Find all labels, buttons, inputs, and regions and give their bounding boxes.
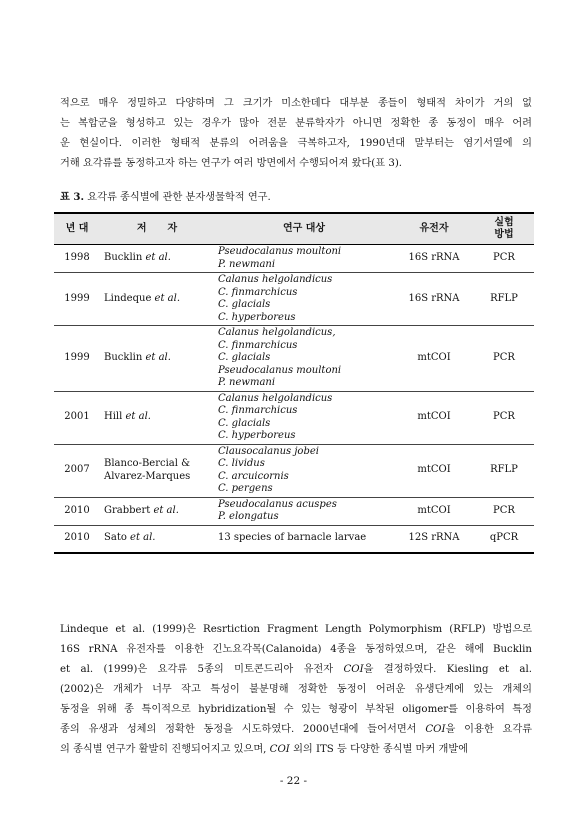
species-name: P. elongatus (218, 511, 279, 522)
page-number: - 22 - (279, 775, 308, 787)
cell-gene: mtCOI (394, 326, 474, 392)
table-caption (60, 188, 271, 203)
species-name: Clausocalanus jobei (218, 445, 319, 457)
header-year: 년 대 (54, 213, 100, 245)
cell-year: 1998 (54, 245, 100, 273)
body-paragraph (60, 620, 532, 760)
cell-gene: mtCOI (394, 391, 474, 444)
species-name: C. pergens (218, 483, 273, 494)
body-line: 의 종식별 연구가 활발히 진행되어지고 있으며, COI 외의 ITS 등 다양한 종식별 마커 개발에 (60, 744, 469, 755)
species-name: Calanus helgolandicus (218, 274, 333, 285)
header-target: 연구 대상 (214, 213, 394, 245)
cell-year: 1999 (54, 273, 100, 326)
species-name: C. glacials (218, 352, 271, 363)
cell-method: PCR (474, 391, 534, 444)
cell-year: 2010 (54, 525, 100, 553)
cell-gene: 12S rRNA (394, 525, 474, 553)
body-line: 종의 유생과 성체의 정확한 동정을 시도하였다. 2000년대에 들어서면서 COI을 이용한 요각류 (60, 724, 532, 735)
cell-target: 13 species of barnacle larvae (214, 525, 394, 553)
body-line: 동정을 위해 종 특이적으로 hybridization될 수 있는 형광이 부착된 oligomer를 이용하여 특정 (60, 704, 532, 715)
table-row (54, 273, 534, 326)
cell-year: 2001 (54, 391, 100, 444)
intro-line: 거해 요각류를 동정하고자 하는 연구가 여러 방면에서 수행되어져 왔다(표 3). (60, 158, 403, 169)
species-name: Calanus helgolandicus (218, 392, 333, 404)
cell-year: 1999 (54, 326, 100, 392)
cell-author: Bucklin et al. (100, 245, 214, 273)
species-name: C. finmarchicus (218, 339, 298, 351)
species-name: C. glacials (218, 299, 271, 310)
body-line: et al. (1999)은 요각류 5종의 미토콘드리아 유전자 COI을 결정하였다. Kiesling et al. (60, 664, 532, 675)
species-name: P. newmani (218, 258, 276, 270)
header-gene: 유전자 (394, 213, 474, 245)
cell-author: Blanco-Bercial & Alvarez-Marques (100, 444, 214, 497)
cell-method: qPCR (474, 525, 534, 553)
cell-gene: 16S rRNA (394, 273, 474, 326)
body-line: 16S rRNA 유전자를 이용한 긴노요각목(Calanoida) 4종을 동정하였으며, 같은 해에 Bucklin (60, 644, 532, 655)
cell-year: 2007 (54, 444, 100, 497)
species-name: C. lividus (218, 458, 265, 469)
cell-author: Lindeque et al. (100, 273, 214, 326)
species-name: C. glacials (218, 417, 271, 429)
species-name: Pseudocalanus moultoni (218, 246, 342, 257)
species-name: C. arcuicornis (218, 470, 289, 482)
table-row (54, 326, 534, 392)
species-name: C. hyperboreus (218, 430, 296, 441)
cell-gene: mtCOI (394, 444, 474, 497)
species-name: C. finmarchicus (218, 405, 298, 416)
table-caption-text: 요각류 종식별에 관한 분자생물학적 연구. (84, 192, 271, 203)
intro-line: 는 복합군을 형성하고 있는 경우가 많아 전문 분류학자가 아니면 정확한 종 동정이 매우 어려 (60, 118, 532, 129)
cell-target (214, 444, 394, 497)
intro-paragraph (60, 94, 532, 174)
species-name: Calanus helgolandicus, (218, 327, 336, 338)
table-row (54, 391, 534, 444)
cell-target (214, 326, 394, 392)
species-name: Pseudocalanus acuspes (218, 498, 337, 510)
species-name: C. hyperboreus (218, 311, 296, 323)
table-row (54, 444, 534, 497)
intro-line: 운 현실이다. 이러한 형태적 분류의 어려움을 극복하고자, 1990년대 말부터는 염기서열에 의 (60, 138, 532, 149)
species-name: P. newmani (218, 377, 276, 388)
intro-line: 적으로 매우 정밀하고 다양하며 그 크기가 미소한데다 대부분 종들이 형태적 차이가 거의 없 (60, 98, 532, 109)
table-row (54, 245, 534, 273)
cell-author: Grabbert et al. (100, 497, 214, 525)
cell-method: PCR (474, 497, 534, 525)
header-author: 저 자 (100, 213, 214, 245)
cell-method: PCR (474, 245, 534, 273)
table-header-row (54, 213, 534, 245)
header-method: 실험 방법 (474, 213, 534, 245)
cell-method: RFLP (474, 273, 534, 326)
table-row (54, 497, 534, 525)
table-caption-label: 표 3. (60, 191, 85, 203)
table-row (54, 525, 534, 553)
cell-author: Bucklin et al. (100, 326, 214, 392)
cell-year: 2010 (54, 497, 100, 525)
cell-gene: 16S rRNA (394, 245, 474, 273)
cell-target (214, 391, 394, 444)
cell-author: Hill et al. (100, 391, 214, 444)
cell-target (214, 273, 394, 326)
body-line: Lindeque et al. (1999)은 Resrtiction Fragment Length Polymorphism (RFLP) 방법으로 (60, 624, 532, 635)
body-line: (2002)은 개체가 너무 작고 특성이 불분명해 정확한 동정이 어려운 유생단계에 있는 개체의 (60, 684, 532, 695)
cell-method: PCR (474, 326, 534, 392)
copepod-species-table (54, 212, 534, 554)
species-name: Pseudocalanus moultoni (218, 364, 342, 376)
cell-gene: mtCOI (394, 497, 474, 525)
cell-target (214, 497, 394, 525)
cell-author: Sato et al. (100, 525, 214, 553)
species-name: C. finmarchicus (218, 286, 298, 298)
cell-method: RFLP (474, 444, 534, 497)
cell-target (214, 245, 394, 273)
